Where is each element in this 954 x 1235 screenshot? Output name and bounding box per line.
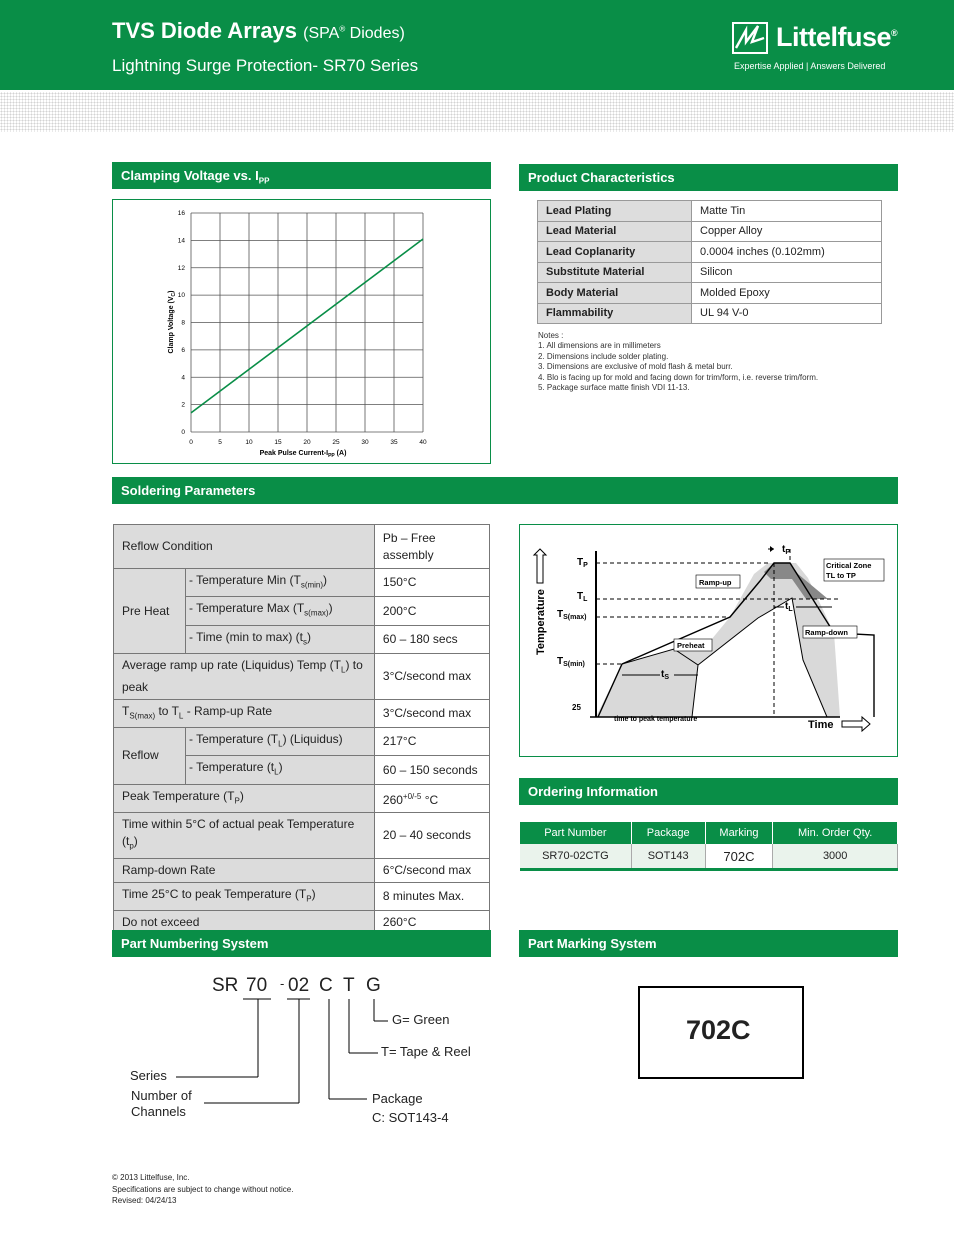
table-row: SR70-02CTG SOT143 702C 3000 [520, 844, 898, 870]
pn-t: T [343, 975, 355, 996]
tsmax-label: $T_{S(max)}$ [557, 609, 587, 621]
x-tick-label: 20 [303, 439, 311, 446]
pn-package-2: C: SOT143-4 [372, 1110, 449, 1125]
pn-70: 70 [246, 975, 268, 996]
pn-c: C [319, 975, 333, 996]
x-tick-label: 30 [361, 439, 369, 446]
pn-channels-2: Channels [131, 1104, 186, 1119]
pn-dash: - [280, 976, 285, 991]
page-subtitle: Lightning Surge Protection- SR70 Series [112, 56, 419, 75]
x-tick-label: 35 [390, 439, 398, 446]
critical-zone-label: Critical Zone [826, 561, 872, 570]
table-row: Pre Heat - Temperature Min $(T_{s(min)})$ 150°C [114, 569, 490, 597]
brand-name: Littelfuse® [776, 22, 898, 52]
tp-small-label: $t_P$ [782, 544, 791, 556]
tp-label: $T_P$ [577, 557, 588, 569]
table-row: Substitute Material Silicon [538, 262, 882, 283]
pn-02: 02 [288, 975, 310, 996]
y-tick-label: 16 [177, 210, 185, 217]
pn-sr: SR [212, 975, 239, 996]
pn-package-1: Package [372, 1091, 423, 1106]
critical-zone-range: TL to TP [826, 571, 856, 580]
table-row: Peak Temperature $(T_P)$ $260^{+0/-5}$ °C [114, 784, 490, 812]
part-marking-text: 702C [686, 1015, 751, 1045]
pn-g: G [366, 975, 381, 996]
notes: Notes : 1. All dimensions are in millimeters 2. Dimensions include solder plating. 3. Dimensions are exclusive of mold flash & metal burr. 4. Blo is facing up for mold and facing down for trim/form, i.e. reverse trim/form. 5. Package surface matte finish VDI 11-13. [538, 331, 819, 393]
table-row: Body Material Molded Epoxy [538, 283, 882, 304]
table-row: Time 25°C to peak Temperature $(T_P)$ 8 minutes Max. [114, 882, 490, 910]
y-tick-label: 0 [181, 429, 185, 436]
y-tick-label: 4 [181, 374, 185, 382]
table-row: Average ramp up rate (Liquidus) Temp $(T_L)$ to peak 3°C/second max [114, 654, 490, 699]
x-tick-label: 15 [274, 439, 282, 446]
chart-y-label: Clamp Voltage $(V_C)$ [168, 290, 177, 354]
reflow-profile-box [519, 524, 898, 757]
page-header [0, 0, 954, 90]
preheat-label: Preheat [677, 641, 705, 650]
t25-label: 25 [572, 703, 581, 712]
product-characteristics-table [537, 200, 882, 324]
table-row: Ramp-down Rate 6°C/second max [114, 858, 490, 882]
y-tick-label: 2 [181, 401, 185, 409]
y-tick-label: 14 [177, 237, 185, 245]
pn-series: Series [130, 1068, 167, 1083]
pn-channels-1: Number of [131, 1088, 192, 1103]
y-tick-label: 6 [181, 346, 185, 354]
tl-small-label: $t_L$ [785, 601, 793, 613]
ramp-up-label: Ramp-up [699, 578, 732, 587]
up-arrow-icon [534, 549, 546, 583]
section-soldering-parameters: Soldering Parameters [112, 477, 898, 504]
table-row: - Temperature Max $(T_{s(max)})$ 200°C [114, 597, 490, 625]
pn-tape-reel: T= Tape & Reel [381, 1044, 471, 1059]
section-clamping-voltage: Clamping Voltage vs. $I_{PP}$ [112, 162, 491, 189]
y-tick-label: 12 [177, 264, 185, 272]
table-row: Time within 5°C of actual peak Temperature $(t_p)$ 20 – 40 seconds [114, 813, 490, 858]
page-title: TVS Diode Arrays (SPA® Diodes) [112, 18, 405, 43]
time-axis-label: Time [808, 719, 834, 731]
x-tick-label: 25 [332, 439, 340, 446]
table-row: - Time (min to max) $(t_s)$ 60 – 180 secs [114, 625, 490, 653]
ts-small-label: $t_S$ [661, 669, 670, 681]
temperature-axis-label: Temperature [535, 589, 547, 655]
table-row: Lead Coplanarity 0.0004 inches (0.102mm) [538, 242, 882, 263]
chart-x-label: Peak Pulse Current-$I_{PP}$ (A) [259, 450, 347, 459]
y-tick-label: 8 [181, 319, 185, 327]
soldering-table [113, 524, 490, 935]
y-tick-label: 10 [177, 292, 185, 300]
table-row: - Temperature $(t_L)$ 60 – 150 seconds [114, 756, 490, 784]
reflow-profile-diagram [520, 525, 897, 756]
table-row: Lead Material Copper Alloy [538, 221, 882, 242]
section-part-marking: Part Marking System [519, 930, 898, 957]
footer: © 2013 Littelfuse, Inc. Specifications are subject to change without notice. Revised: 04/24/13 [112, 1173, 294, 1205]
littelfuse-logo-icon [732, 22, 768, 54]
tsmin-label: $T_{S(min)}$ [557, 656, 585, 668]
table-row: Flammability UL 94 V-0 [538, 303, 882, 324]
clamp-voltage-chart [113, 200, 490, 463]
pn-green: G= Green [392, 1012, 450, 1027]
x-tick-label: 40 [419, 439, 427, 446]
section-ordering-information: Ordering Information [519, 778, 898, 805]
ordering-table [520, 822, 898, 871]
tl-label: $T_L$ [577, 591, 588, 603]
ramp-down-label: Ramp-down [805, 628, 848, 637]
table-header-row: Part Number Package Marking Min. Order Qty. [520, 822, 898, 844]
x-tick-label: 5 [218, 439, 222, 446]
table-row: $T_{S(max)}$ to $T_L$ - Ramp-up Rate 3°C/second max [114, 699, 490, 727]
section-product-characteristics: Product Characteristics [519, 164, 898, 191]
table-row: Reflow - Temperature $(T_L)$ (Liquidus) 217°C [114, 727, 490, 755]
header-pattern [0, 92, 954, 132]
part-marking-box [638, 986, 804, 1079]
x-tick-label: 10 [245, 439, 253, 446]
section-part-numbering: Part Numbering System [112, 930, 491, 957]
table-row: Lead Plating Matte Tin [538, 201, 882, 222]
table-row: Do not exceed 260°C [114, 910, 490, 934]
brand-tagline: Expertise Applied | Answers Delivered [734, 61, 886, 71]
clamp-chart-box [112, 199, 491, 464]
time-to-peak-label: time to peak temperature [614, 716, 698, 723]
table-row: Reflow Condition Pb – Free assembly [114, 525, 490, 569]
x-tick-label: 0 [189, 439, 193, 446]
right-arrow-icon [842, 717, 870, 731]
